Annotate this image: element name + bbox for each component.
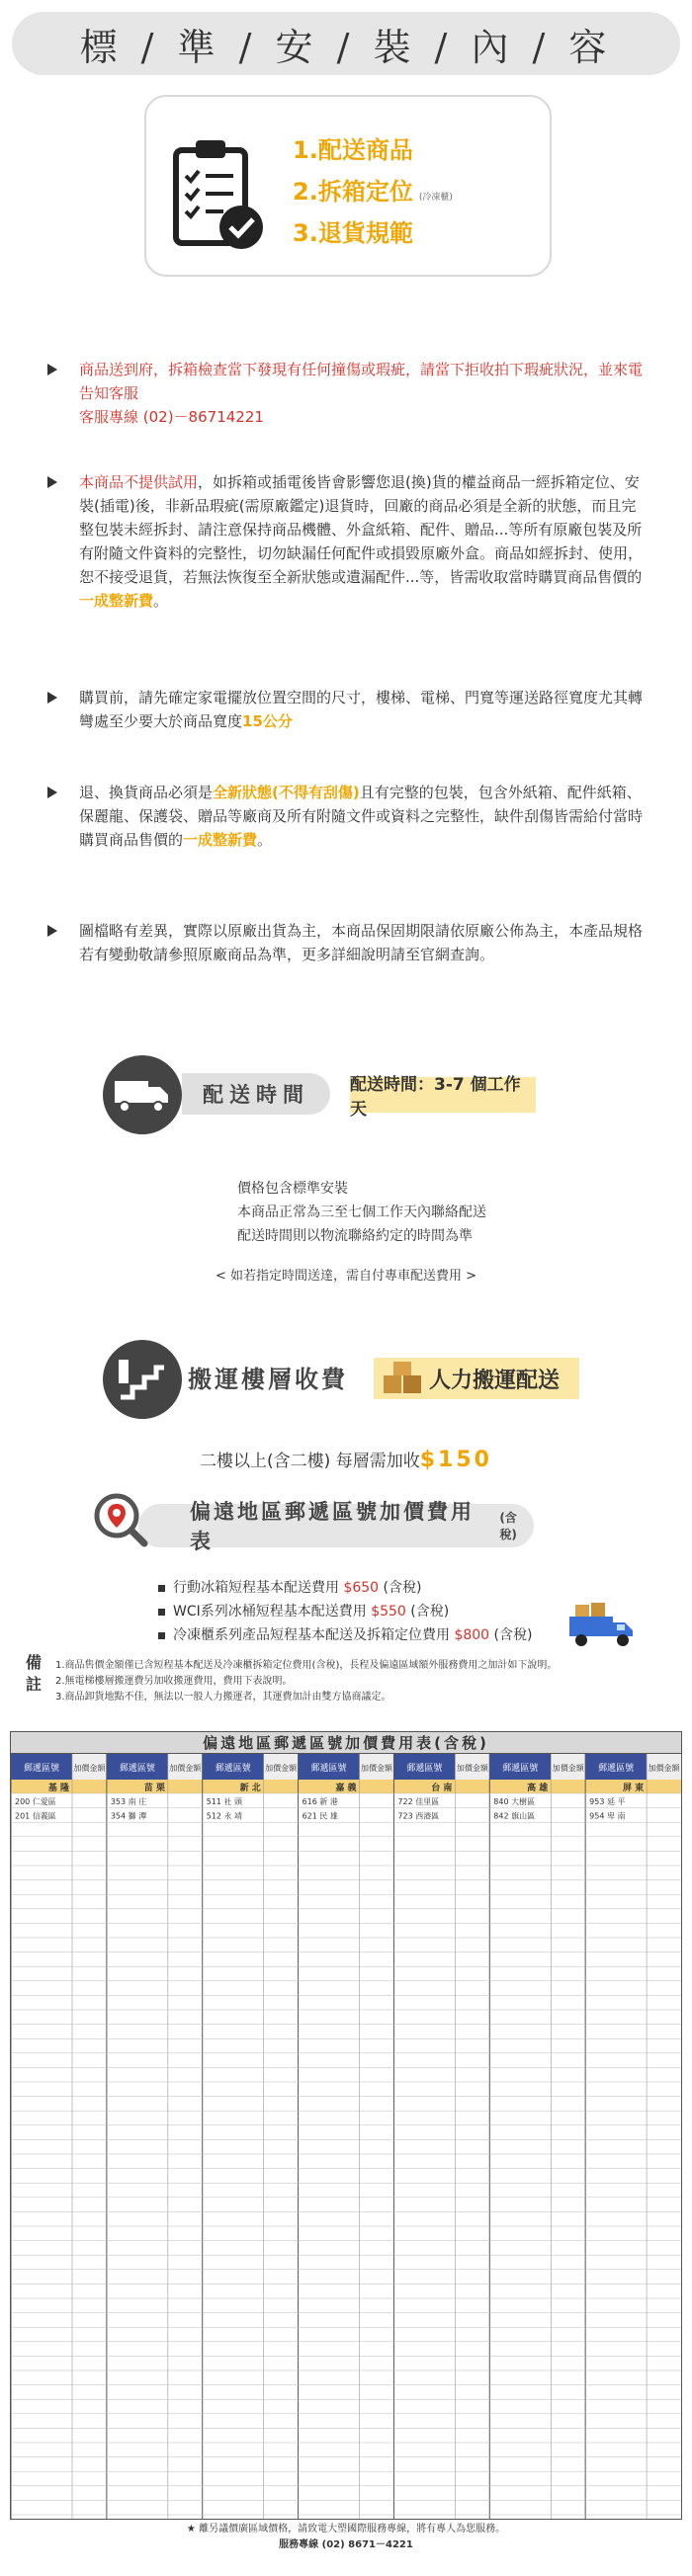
remarks-label: 備註	[26, 1653, 43, 1694]
table-cell: 353 南 庄	[110, 1797, 147, 1806]
hotline-text: 客服專線 (02)－86714221	[79, 408, 264, 426]
group-label: 嘉 義	[335, 1784, 357, 1793]
delivery-warning: < 如若指定時間送達，需自付專車配送費用 >	[215, 1269, 477, 1284]
stairs-icon	[103, 1340, 182, 1419]
fee-table-title: 偏遠地區郵遞區號加價費用表(含稅)	[11, 1732, 681, 1754]
col-head-fee: 加價金額	[456, 1764, 488, 1773]
truck-icon	[103, 1055, 182, 1134]
col-head-zip: 郵遞區號	[23, 1764, 60, 1774]
group-label: 基 隆	[47, 1784, 69, 1793]
delivery-line-3: 配送時間則以物流聯絡約定的時間為準	[237, 1228, 473, 1244]
table-cell: 954 卑 南	[589, 1811, 626, 1821]
table-footer	[10, 2522, 682, 2553]
col-head-fee: 加價金額	[169, 1764, 202, 1773]
delivery-truck-icon	[565, 1601, 637, 1650]
remark-line-2: 2.無電梯樓層搬運費另加收搬運費用，費用下表說明。	[55, 1676, 293, 1687]
table-cell: 722 佳里區	[397, 1797, 440, 1806]
boxes-icon	[382, 1362, 425, 1395]
card-item-unbox: 2.拆箱定位 (冷凍櫃)	[293, 178, 453, 206]
footer-note: ★ 離另議價廣區域價格，請致電大塑國際服務專線，將有專人為您服務。	[186, 2524, 506, 2534]
bullet-triangle-icon	[47, 925, 57, 937]
col-head-zip: 郵遞區號	[502, 1764, 539, 1774]
note-measure: 購買前，請先確定家電擺放位置空間的尺寸，樓梯、電梯、門寬等運送路徑寬度尤其轉彎處至少要大於商品寬度15公分	[47, 686, 650, 733]
card-item-note: (冷凍櫃)	[418, 193, 453, 203]
col-head-fee: 加價金額	[73, 1764, 106, 1773]
col-head-zip: 郵遞區號	[310, 1764, 347, 1774]
bullet-triangle-icon	[47, 692, 57, 704]
col-head-fee: 加價金額	[552, 1764, 584, 1773]
table-cell: 354 獅 潭	[110, 1811, 147, 1821]
col-head-zip: 郵遞區號	[215, 1764, 251, 1774]
group-label: 高 雄	[527, 1784, 549, 1793]
card-item-delivery: 1.配送商品	[293, 136, 413, 164]
floor-fee-amount: $150	[419, 1448, 492, 1472]
col-head-fee: 加價金額	[265, 1764, 298, 1773]
remote-fee-freezer: 冷凍櫃系列產品短程基本配送及拆箱定位費用 $800 (含稅)	[158, 1624, 532, 1644]
delivery-time-value: 配送時間：3-7 個工作天	[350, 1077, 536, 1113]
remote-fee-fridge: 行動冰箱短程基本配送費用 $650 (含稅)	[158, 1577, 421, 1597]
bullet-triangle-icon	[47, 364, 57, 375]
col-head-zip: 郵遞區號	[406, 1764, 443, 1774]
remote-fee-table	[10, 1731, 682, 2520]
group-label: 屏 東	[623, 1784, 645, 1793]
clipboard-check-icon	[168, 136, 267, 253]
table-cell: 512 永 靖	[206, 1811, 243, 1821]
group-label: 台 南	[431, 1784, 453, 1793]
table-cell: 200 仁愛區	[15, 1797, 56, 1806]
location-search-icon	[91, 1490, 150, 1549]
footer-hotline: 服務專線 (02) 8671－4221	[279, 2539, 413, 2550]
table-cell: 621 民 雄	[302, 1811, 338, 1821]
remote-area-label: 偏遠地區郵遞區號加價費用表 (含稅)	[138, 1504, 534, 1547]
table-cell: 201 信義區	[15, 1811, 56, 1821]
install-content-card	[144, 95, 552, 277]
floor-carry-label: 搬運樓層收費	[188, 1366, 348, 1393]
table-cell: 723 西港區	[397, 1811, 440, 1821]
note-image-diff: 圖檔略有差異，實際以原廠出貨為主，本商品保固期限請依原廠公佈為主，本產品規格若有變動敬請參照原廠商品為準，更多詳細說明請至官網查詢。	[47, 919, 650, 966]
fee-table-grid	[11, 1754, 681, 2520]
bullet-triangle-icon	[47, 787, 57, 798]
table-cell: 840 大樹區	[493, 1797, 536, 1806]
floor-fee-text: 二樓以上(含二樓) 每層需加收$150	[200, 1448, 492, 1472]
group-label: 苗 栗	[143, 1784, 165, 1793]
group-label: 新 北	[239, 1784, 261, 1793]
note-inspection: 商品送到府，拆箱檢查當下發現有任何撞傷或瑕疵，請當下拒收拍下瑕疵狀況，並來電告知客服 客服專線 (02)－86714221	[47, 358, 650, 429]
manual-carry-box: 人力搬運配送	[374, 1358, 579, 1399]
remark-line-3: 3.商品卸貨地點不佳，無法以一般人力搬運者，其運費加計由雙方協商議定。	[55, 1692, 391, 1703]
table-cell: 511 社 頭	[206, 1797, 243, 1806]
note-no-trial: 本商品不提供試用，如拆箱或插電後皆會影響您退(換)貨的權益商品一經拆箱定位、安裝(插電)後，非新品瑕疵(需原廠鑑定)退貨時，回廠的商品必須是全新的狀態，而且完整包裝未經拆封、請注意保持商品機體、外盒紙箱、配件、贈品...等所有原廠包裝及所有附隨文件資料的完整性，切勿缺漏任何配件或損毀原廠外盒。商品如經拆封、使用，恕不接受退貨，若無法恢復至全新狀態或遺漏配件...等，皆需收取當時購買商品售價的一成整新費。	[47, 470, 650, 613]
remote-fee-cooler: WCI系列冰桶短程基本配送費用 $550 (含稅)	[158, 1601, 449, 1620]
table-cell: 616 新 港	[302, 1797, 338, 1806]
page-title: 標 / 準 / 安 / 裝 / 內 / 容	[79, 25, 613, 69]
card-item-return: 3.退貨規範	[293, 219, 413, 247]
table-cell: 842 旗山區	[493, 1811, 536, 1821]
col-head-fee: 加價金額	[648, 1764, 680, 1773]
note-return-state: 退、換貨商品必須是全新狀態(不得有刮傷)且有完整的包裝，包含外紙箱、配件紙箱、保麗龍、保護袋、贈品等廠商及所有附隨文件或資料之完整性，缺件刮傷皆需給付當時購買商品售價的一成整新費。	[47, 781, 650, 852]
delivery-line-2: 本商品正常為三至七個工作天內聯絡配送	[237, 1205, 486, 1220]
delivery-line-1: 價格包含標準安裝	[237, 1181, 348, 1197]
remark-line-1: 1.商品售價金額僅已含短程基本配送及冷凍櫃拆箱定位費用(含稅)，長程及偏遠區域額外服務費用之加計如下說明。	[55, 1660, 558, 1671]
bullet-triangle-icon	[47, 476, 57, 488]
col-head-fee: 加價金額	[360, 1764, 392, 1773]
delivery-time-label: 配送時間	[182, 1073, 330, 1115]
col-head-zip: 郵遞區號	[598, 1764, 635, 1774]
title-bar	[12, 12, 680, 75]
table-cell: 953 延 平	[589, 1797, 626, 1806]
col-head-zip: 郵遞區號	[119, 1764, 155, 1774]
